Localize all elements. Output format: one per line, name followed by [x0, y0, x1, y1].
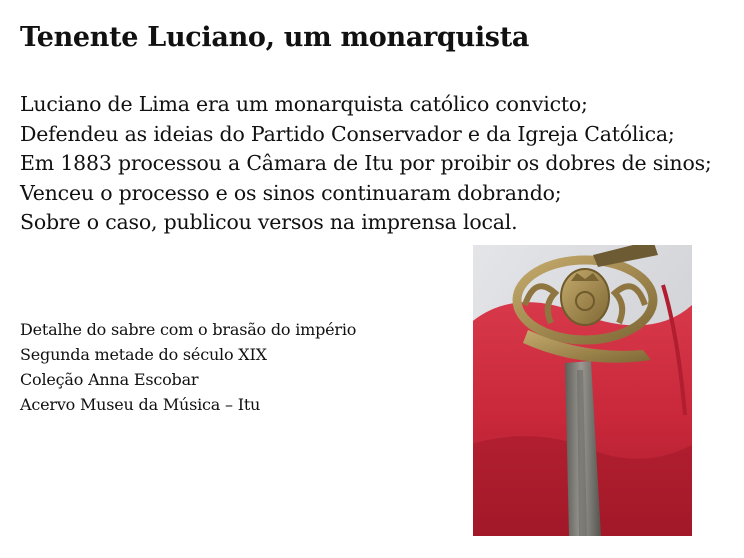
- bullet-item: Venceu o processo e os sinos continuaram dobrando;: [20, 180, 562, 205]
- saber-illustration: [473, 245, 692, 536]
- bullet-item: Sobre o caso, publicou versos na imprensa local.: [20, 210, 518, 234]
- photo-caption: [20, 317, 356, 417]
- slide-title: Tenente Luciano, um monarquista: [20, 22, 530, 53]
- caption-line: Coleção Anna Escobar: [20, 370, 199, 389]
- bullet-item: Defendeu as ideias do Partido Conservador e da Igreja Católica;: [20, 121, 675, 146]
- coat-of-arms: [561, 269, 609, 325]
- caption-line: Acervo Museu da Música – Itu: [20, 395, 261, 414]
- caption-line: Detalhe do sabre com o brasão do império: [20, 320, 357, 339]
- bullet-item: Luciano de Lima era um monarquista católico convicto;: [20, 92, 588, 116]
- caption-line: Segunda metade do século XIX: [20, 345, 267, 364]
- bullet-item: Em 1883 processou a Câmara de Itu por proibir os dobres de sinos;: [20, 151, 712, 175]
- saber-photo: [473, 245, 692, 536]
- bullet-list: [20, 90, 712, 238]
